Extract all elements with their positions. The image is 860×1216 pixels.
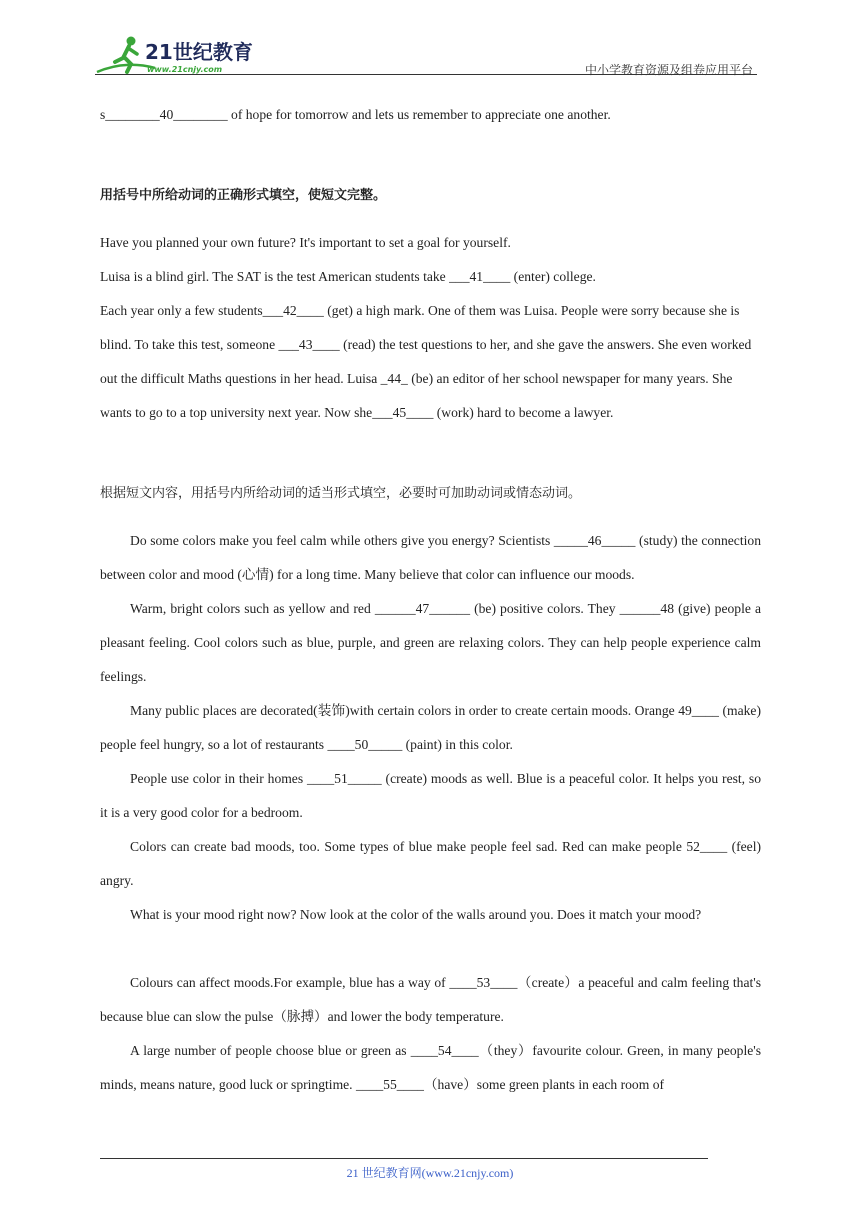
paragraph: Do some colors make you feel calm while others give you energy? Scientists _____46_____ (study) the connection between color and mood (心情) for a long time. Many believe that color can influence our moods. (100, 533, 761, 582)
header-divider (95, 74, 757, 75)
platform-name: 中小学教育资源及组卷应用平台 (584, 63, 753, 77)
paragraph: Colours can affect moods.For example, blue has a way of ____53____（create）a peaceful and calm feeling that's because blue can slow the pulse（脉搏）and lower the body temperature. (100, 975, 761, 1024)
paragraph: What is your mood right now? Now look at the color of the walls around you. Does it match your mood? (130, 907, 702, 922)
section-title: 根据短文内容，用括号内所给动词的适当形式填空，必要时可加助动词或情态动词。 (100, 486, 582, 501)
logo (95, 32, 265, 76)
page-header (95, 30, 757, 78)
paragraph: Luisa is a blind girl. The SAT is the test American students take ___41____ (enter) college. (100, 269, 596, 284)
paragraph: Many public places are decorated(装饰)with certain colors in order to create certain moods. Orange 49____ (make) people feel hungry, so a lot of restaurants ____50_____ (paint) in this color. (100, 703, 761, 752)
paragraph: A large number of people choose blue or green as ____54____（they）favourite colour. Green, in many people's minds, means nature, good luck or springtime. ____55____（have）some green plants in each room of (100, 1043, 761, 1092)
footer-divider (100, 1158, 708, 1159)
document-body (100, 98, 761, 1102)
paragraph: Colors can create bad moods, too. Some types of blue make people feel sad. Red can make people 52____ (feel) angry. (100, 839, 761, 888)
section-title: 用括号中所给动词的正确形式填空，使短文完整。 (100, 188, 387, 203)
paragraph: Warm, bright colors such as yellow and red ______47______ (be) positive colors. They ______48 (give) people a pleasant feeling. Cool colors such as blue, purple, and green are relaxing colors. They can help people experience calm feelings. (100, 601, 761, 684)
paragraph: People use color in their homes ____51_____ (create) moods as well. Blue is a peaceful color. It helps you rest, so it is a very good color for a bedroom. (100, 771, 761, 820)
svg-text:www.21cnjy.com: www.21cnjy.com (147, 65, 223, 74)
paragraph: Have you planned your own future? It's important to set a goal for yourself. (100, 235, 511, 250)
paragraph: Each year only a few students___42____ (get) a high mark. One of them was Luisa. People were sorry because she is blind. To take this test, someone ___43____ (read) the test questions to her, and she gave the answers. She even worked out the difficult Maths questions in her head. Luisa _44_ (be) an editor of her school newspaper for many years. She wants to go to a top university next year. Now she___45____ (work) hard to become a lawyer. (100, 303, 752, 420)
text-line: s________40________ of hope for tomorrow and lets us remember to appreciate one another. (100, 107, 611, 122)
svg-text:21世纪教育: 21世纪教育 (145, 40, 253, 64)
footer-text: 21 世纪教育网(www.21cnjy.com) (346, 1166, 514, 1180)
